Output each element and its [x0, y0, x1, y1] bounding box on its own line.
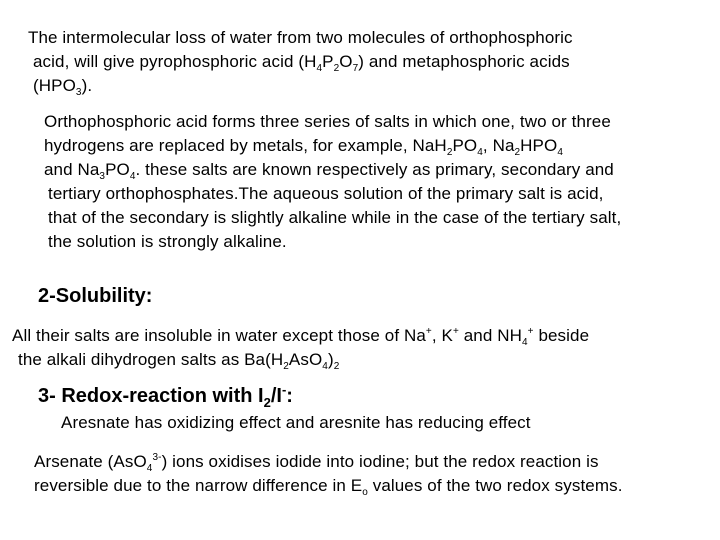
subscript: 4: [322, 361, 328, 372]
text: ): [327, 350, 334, 369]
heading-solubility: 2-Solubility:: [38, 285, 153, 307]
text: PO: [452, 136, 478, 155]
text: Arsenate (AsO: [34, 452, 147, 471]
text: , K: [431, 326, 453, 345]
text: 3- Redox-reaction with I: [38, 385, 264, 407]
text: values of the two redox systems.: [367, 476, 623, 495]
para2-line1: Orthophosphoric acid forms three series of salts in which one, two or three: [44, 112, 611, 131]
text: P: [322, 52, 334, 71]
subscript: 4: [146, 463, 153, 474]
subscript: 3: [75, 87, 82, 98]
text: PO: [105, 160, 130, 179]
text: :: [286, 385, 293, 407]
text: , Na: [482, 136, 515, 155]
subscript: 4: [129, 171, 136, 182]
para2-line5: that of the secondary is slightly alkaline while in the case of the tertiary salt,: [48, 208, 622, 227]
text: (HPO: [33, 76, 76, 95]
subscript: 2: [263, 395, 271, 410]
para2-line2: [44, 136, 563, 156]
para2-line4: tertiary orthophosphates.The aqueous solution of the primary salt is acid,: [48, 184, 604, 203]
text: and Na: [44, 160, 100, 179]
subscript: 2: [333, 361, 340, 372]
solubility-line2: [18, 350, 339, 370]
para1-line1: The intermolecular loss of water from two molecules of orthophosphoric: [28, 28, 573, 47]
para1-line3: [33, 76, 92, 96]
para2-line3: [44, 160, 614, 180]
arsenate-line1: [34, 452, 599, 472]
text: HPO: [520, 136, 558, 155]
subscript: 7: [352, 63, 359, 74]
subscript: 2: [333, 63, 340, 74]
subscript: 4: [477, 147, 483, 158]
text: O: [339, 52, 353, 71]
solubility-line1: [12, 326, 589, 346]
text: reversible due to the narrow difference in E: [34, 476, 363, 495]
text: hydrogens are replaced by metals, for example, NaH: [44, 136, 447, 155]
para2-line6: the solution is strongly alkaline.: [48, 232, 287, 251]
superscript: -: [281, 382, 287, 397]
text: ).: [81, 76, 93, 95]
subscript: o: [362, 487, 368, 498]
superscript: +: [452, 326, 459, 337]
arsenate-line2: [34, 476, 623, 496]
redox-line: Aresnate has oxidizing effect and aresnite has reducing effect: [61, 413, 531, 432]
subscript: 4: [522, 337, 528, 348]
text: AsO: [288, 350, 323, 369]
text: /I: [270, 385, 282, 407]
subscript: 4: [316, 63, 323, 74]
para1-line2: [33, 52, 570, 72]
text: . these salts are known respectively as primary, secondary and: [135, 160, 614, 179]
heading-redox: [38, 384, 293, 408]
subscript: 2: [283, 361, 289, 372]
subscript: 3: [99, 171, 106, 182]
text: ) ions oxidises iodide into iodine; but the redox reaction is: [161, 452, 599, 471]
superscript: 3-: [152, 452, 162, 463]
superscript: +: [425, 326, 432, 337]
superscript: +: [527, 326, 534, 337]
text: ) and metaphosphoric acids: [358, 52, 570, 71]
text: All their salts are insoluble in water except those of Na: [12, 326, 426, 345]
subscript: 4: [557, 147, 563, 158]
text: beside: [533, 326, 590, 345]
text: the alkali dihydrogen salts as Ba(H: [18, 350, 284, 369]
subscript: 2: [514, 147, 521, 158]
subscript: 2: [446, 147, 453, 158]
text: acid, will give pyrophosphoric acid (H: [33, 52, 317, 71]
text: and NH: [458, 326, 522, 345]
